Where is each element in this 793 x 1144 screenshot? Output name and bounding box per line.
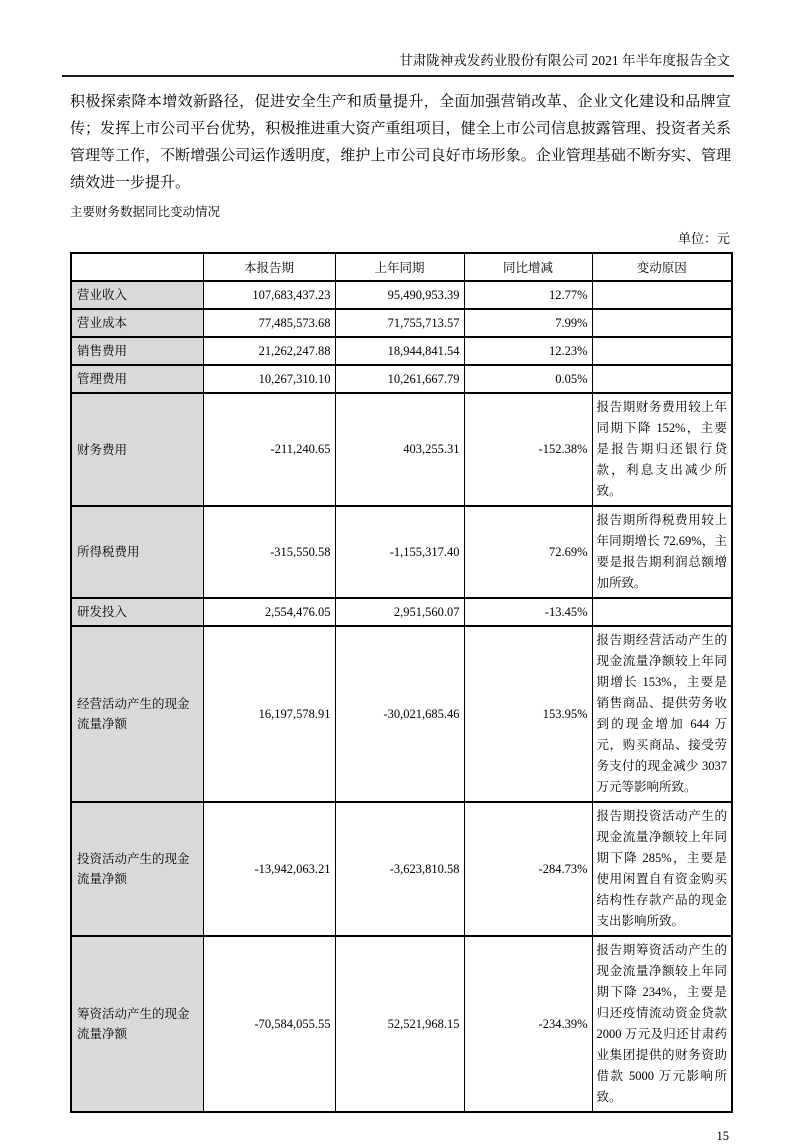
row-label-cell: 投资活动产生的现金流量净额	[71, 802, 203, 936]
yoy-change-cell: -284.73%	[464, 802, 592, 936]
change-reason-cell: 报告期经营活动产生的现金流量净额较上年同期增长 153%，主要是销售商品、提供劳务收到的现金增加 644 万元，购买商品、接受劳务支付的现金减少 3037 万元等影响所致。	[592, 626, 732, 802]
current-period-cell: 107,683,437.23	[203, 281, 335, 309]
change-reason-cell: 报告期财务费用较上年同期下降 152%，主要是报告期归还银行贷款，利息支出减少所致。	[592, 393, 732, 506]
current-period-cell: -13,942,063.21	[203, 802, 335, 936]
row-label-cell: 经营活动产生的现金流量净额	[71, 626, 203, 802]
current-period-cell: 16,197,578.91	[203, 626, 335, 802]
section-heading: 主要财务数据同比变动情况	[70, 205, 221, 219]
prior-period-cell: -3,623,810.58	[335, 802, 464, 936]
yoy-change-cell: -152.38%	[464, 393, 592, 506]
header-cell-prior-period: 上年同期	[335, 253, 464, 281]
row-label-cell: 所得税费用	[71, 506, 203, 598]
current-period-cell: -70,584,055.55	[203, 936, 335, 1112]
yoy-change-cell: 72.69%	[464, 506, 592, 598]
prior-period-cell: -1,155,317.40	[335, 506, 464, 598]
current-period-cell: 2,554,476.05	[203, 598, 335, 626]
table-row	[71, 365, 732, 393]
change-reason-cell	[592, 598, 732, 626]
table-row	[71, 802, 732, 936]
table-row	[71, 393, 732, 506]
header-cell-current-period: 本报告期	[203, 253, 335, 281]
yoy-change-cell: 12.77%	[464, 281, 592, 309]
row-label-cell: 管理费用	[71, 365, 203, 393]
row-label-cell: 销售费用	[71, 337, 203, 365]
prior-period-cell: 71,755,713.57	[335, 309, 464, 337]
unit-label: 单位：元	[677, 231, 730, 246]
current-period-cell: -211,240.65	[203, 393, 335, 506]
change-reason-cell: 报告期投资活动产生的现金流量净额较上年同期下降 285%，主要是使用闲置自有资金购买结构性存款产品的现金支出影响所致。	[592, 802, 732, 936]
prior-period-cell: 2,951,560.07	[335, 598, 464, 626]
yoy-change-cell: -234.39%	[464, 936, 592, 1112]
change-reason-cell	[592, 337, 732, 365]
table-header-row	[71, 253, 732, 281]
prior-period-cell: -30,021,685.46	[335, 626, 464, 802]
row-label-cell: 研发投入	[71, 598, 203, 626]
prior-period-cell: 52,521,968.15	[335, 936, 464, 1112]
header-divider	[62, 75, 734, 77]
table-row	[71, 626, 732, 802]
row-label-cell: 财务费用	[71, 393, 203, 506]
current-period-cell: -315,550.58	[203, 506, 335, 598]
row-label-cell: 营业收入	[71, 281, 203, 309]
prior-period-cell: 95,490,953.39	[335, 281, 464, 309]
page-content	[70, 89, 731, 1144]
financial-comparison-table	[70, 252, 733, 1113]
change-reason-cell	[592, 309, 732, 337]
change-reason-cell	[592, 281, 732, 309]
yoy-change-cell: 7.99%	[464, 309, 592, 337]
yoy-change-cell: 0.05%	[464, 365, 592, 393]
table-row	[71, 281, 732, 309]
table-row	[71, 936, 732, 1112]
management-discussion-paragraph: 积极探索降本增效新路径，促进安全生产和质量提升，全面加强营销改革、企业文化建设和品牌宣传；发挥上市公司平台优势，积极推进重大资产重组项目，健全上市公司信息披露管理、投资者关系管理等工作，不断增强公司运作透明度，维护上市公司良好市场形象。企业管理基础不断夯实、管理绩效进一步提升。	[70, 94, 731, 191]
row-label-cell: 筹资活动产生的现金流量净额	[71, 936, 203, 1112]
header-cell-yoy-change: 同比增减	[464, 253, 592, 281]
row-label-cell: 营业成本	[71, 309, 203, 337]
current-period-cell: 21,262,247.88	[203, 337, 335, 365]
change-reason-cell: 报告期筹资活动产生的现金流量净额较上年同期下降 234%，主要是归还疫情流动资金贷款 2000 万元及归还甘肃药业集团提供的财务资助借款 5000 万元影响所致。	[592, 936, 732, 1112]
change-reason-cell: 报告期所得税费用较上年同期增长 72.69%，主要是报告期利润总额增加所致。	[592, 506, 732, 598]
prior-period-cell: 18,944,841.54	[335, 337, 464, 365]
prior-period-cell: 10,261,667.79	[335, 365, 464, 393]
table-row	[71, 598, 732, 626]
report-header-title: 甘肃陇神戎发药业股份有限公司 2021 年半年度报告全文	[399, 53, 730, 68]
page-number: 15	[716, 1129, 729, 1143]
header-cell-change-reason: 变动原因	[592, 253, 732, 281]
prior-period-cell: 403,255.31	[335, 393, 464, 506]
table-row	[71, 506, 732, 598]
header-cell-item	[71, 253, 203, 281]
current-period-cell: 10,267,310.10	[203, 365, 335, 393]
table-row	[71, 337, 732, 365]
yoy-change-cell: -13.45%	[464, 598, 592, 626]
table-row	[71, 309, 732, 337]
current-period-cell: 77,485,573.68	[203, 309, 335, 337]
yoy-change-cell: 153.95%	[464, 626, 592, 802]
change-reason-cell	[592, 365, 732, 393]
yoy-change-cell: 12.23%	[464, 337, 592, 365]
